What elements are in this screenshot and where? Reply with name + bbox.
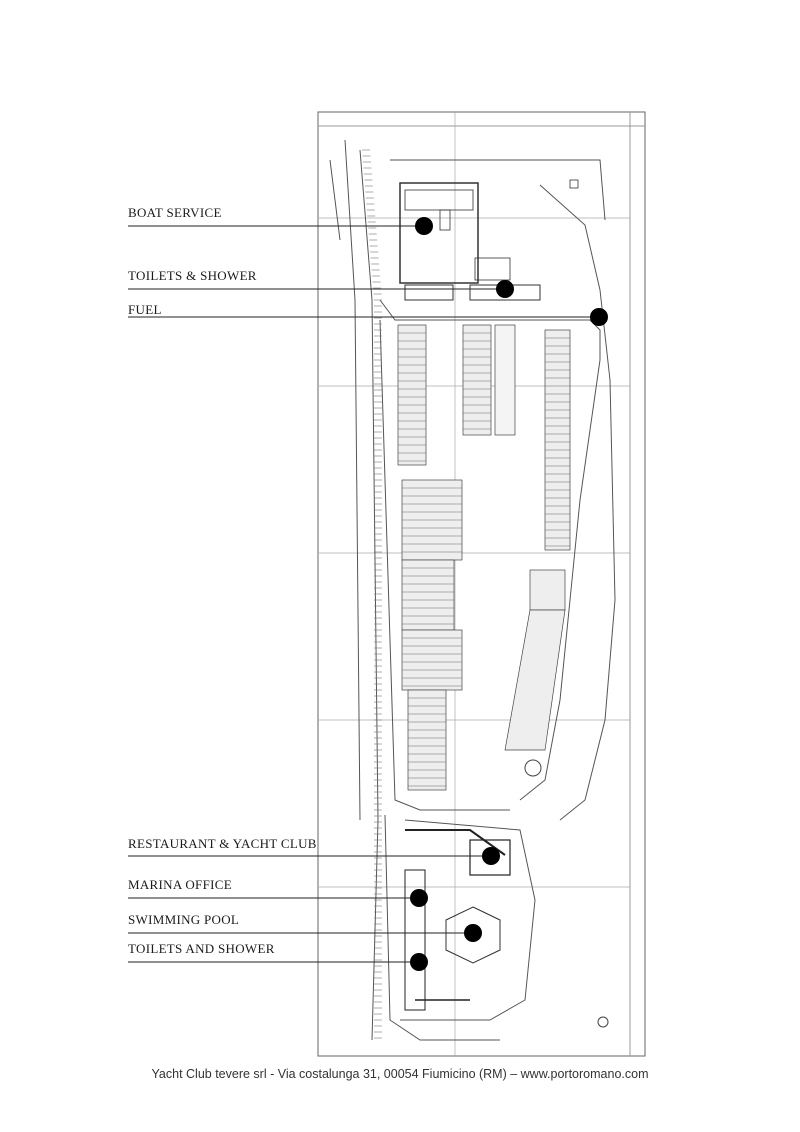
marina-office-dot <box>410 889 428 907</box>
plan-grid <box>318 112 630 1056</box>
quay-outline <box>330 140 615 1040</box>
label-boat-service: BOAT SERVICE <box>128 205 222 220</box>
restaurant-yacht-club-dot <box>482 847 500 865</box>
tower-marker <box>525 760 541 776</box>
label-swimming-pool: SWIMMING POOL <box>128 912 240 927</box>
fuel-dot <box>590 308 608 326</box>
footer-address: Yacht Club tevere srl - Via costalunga 31, 00054 Fiumicino (RM) – www.portoromano.com <box>151 1067 649 1081</box>
toilets-and-shower-dot <box>410 953 428 971</box>
label-fuel: FUEL <box>128 302 162 317</box>
label-restaurant-yacht-club: RESTAURANT & YACHT CLUB <box>128 836 317 851</box>
buoy-marker <box>598 1017 608 1027</box>
plan-sheet <box>318 112 645 1056</box>
swimming-pool-dot <box>464 924 482 942</box>
west-edge-hatching <box>362 150 382 1038</box>
label-toilets-and-shower: TOILETS AND SHOWER <box>128 941 275 956</box>
label-toilets-shower: TOILETS & SHOWER <box>128 268 257 283</box>
label-marina-office: MARINA OFFICE <box>128 877 232 892</box>
toilets-shower-dot <box>496 280 514 298</box>
boat-service-dot <box>415 217 433 235</box>
north-buildings <box>400 180 578 300</box>
